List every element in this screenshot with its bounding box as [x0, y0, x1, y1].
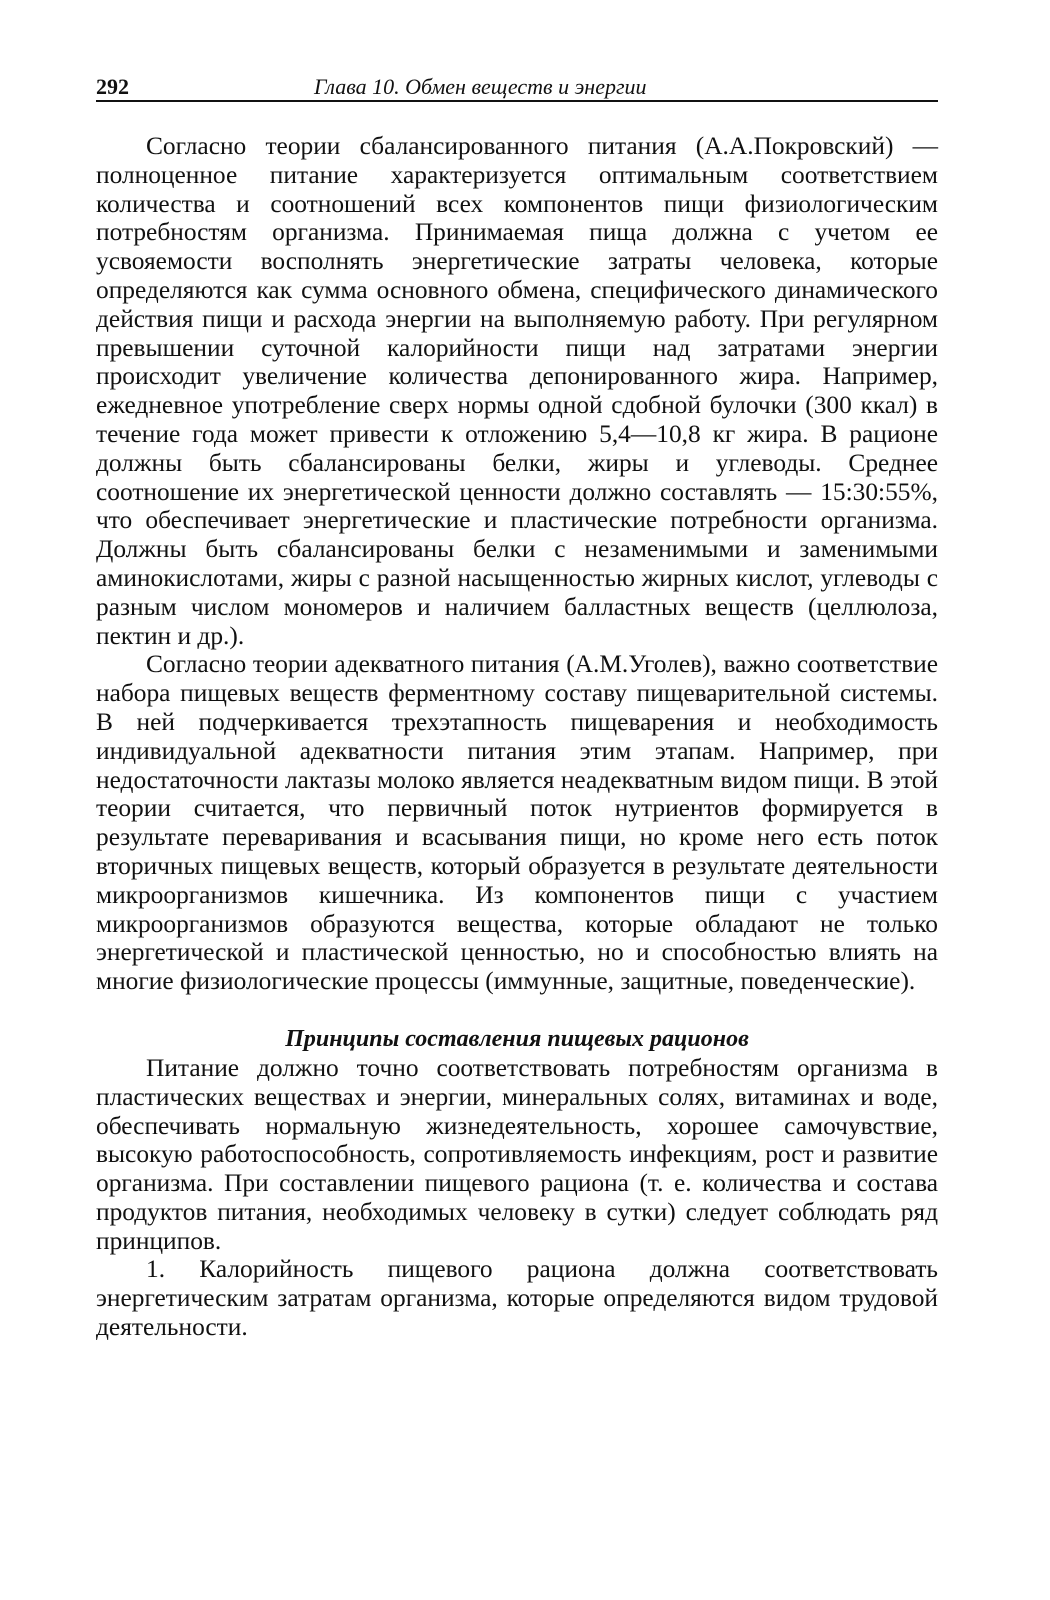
paragraph-balanced-nutrition: Согласно теории сбалансированного питания (А.А.Покровский) — полноценное питание характеризуется оптимальным соответствием количества и соотношений всех компонентов пищи физиологическим потребностям организма. Принимаемая пища должна с учетом ее усвояемости восполнять энергетические затраты человека, которые определяются как сумма основного обмена, специфического динамического действия пищи и расхода энергии на выполняемую работу. При регулярном превышении суточной калорийности пищи над затратами энергии происходит увеличение количества депонированного жира. Например, ежедневное употребление сверх нормы одной сдобной булочки (300 ккал) в течение года может привести к отложению 5,4—10,8 кг жира. В рационе должны быть сбалансированы белки, жиры и углеводы. Среднее соотношение их энергетической ценности должно составлять — 15:30:55%, что обеспечивает энергетические и пластические потребности организма. Должны быть сбалансированы белки с незаменимыми и заменимыми аминокислотами, жиры с разной насыщенностью жирных кислот, углеводы с разным числом мономеров и наличием балластных веществ (целлюлоза, пектин и др.). [96, 132, 938, 650]
body-text [96, 132, 938, 1342]
book-page [96, 66, 938, 1342]
paragraph-adequate-nutrition: Согласно теории адекватного питания (А.М.Уголев), важно соответствие набора пищевых веществ ферментному составу пищеварительной системы. В ней подчеркивается трехэтапность пищеварения и необходимость индивидуальной адекватности питания этим этапам. Например, при недостаточности лактазы молоко является неадекватным видом пищи. В этой теории считается, что первичный поток нутриентов формируется в результате переваривания и всасывания пищи, но кроме него есть поток вторичных пищевых веществ, который образуется в результате деятельности микроорганизмов кишечника. Из компонентов пищи с участием микроорганизмов образуются вещества, которые обладают не только энергетической и пластической ценностью, но и способностью влиять на многие физиологические процессы (иммунные, защитные, поведенческие). [96, 650, 938, 996]
paragraph-principle-1: 1. Калорийность пищевого рациона должна соответствовать энергетическим затратам организма, которые определяются видом трудовой деятельности. [96, 1255, 938, 1342]
page-number: 292 [96, 74, 129, 99]
chapter-title: Глава 10. Обмен веществ и энергии [314, 74, 647, 99]
running-head [96, 66, 938, 102]
section-heading: Принципы составления пищевых рационов [285, 1025, 749, 1052]
paragraph-diet-principles: Питание должно точно соответствовать потребностям организма в пластических веществах и энергии, минеральных солях, витаминах и воде, обеспечивать нормальную жизнедеятельность, хорошее самочувствие, высокую работоспособность, сопротивляемость инфекциям, рост и развитие организма. При составлении пищевого рациона (т. е. количества и состава продуктов питания, необходимых человеку в сутки) следует соблюдать ряд принципов. [96, 1053, 938, 1255]
